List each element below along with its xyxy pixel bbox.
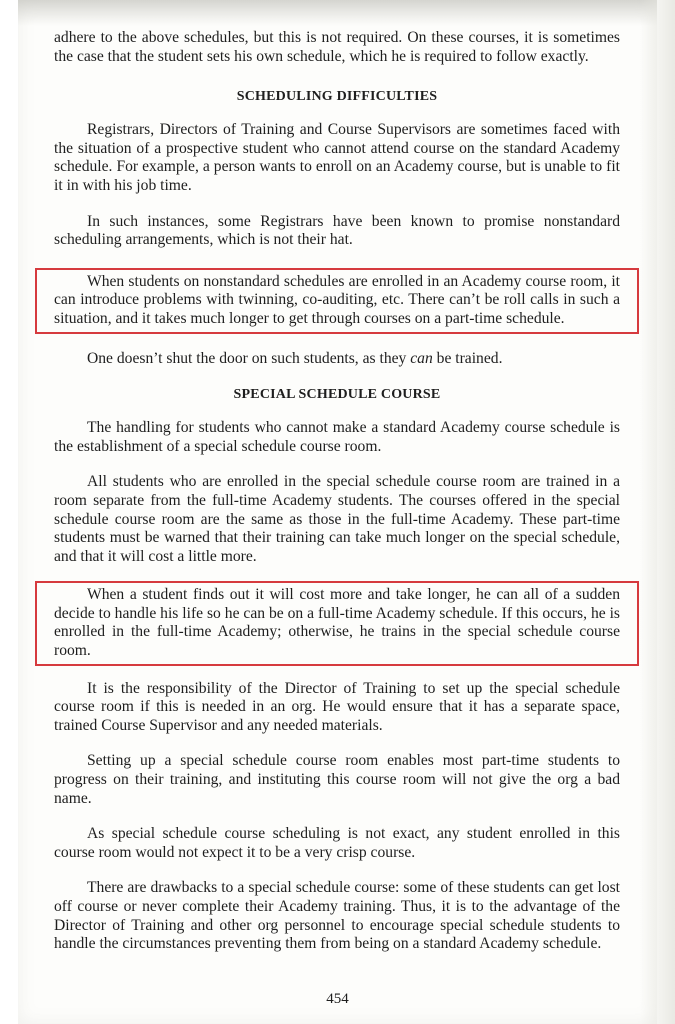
heading-special-schedule-course: SPECIAL SCHEDULE COURSE bbox=[233, 387, 441, 403]
paragraph-handling: The handling for students who cannot make a standard Academy course schedule is the establishment of a special schedule course room. bbox=[54, 419, 620, 455]
paragraph-cost-more: When a student finds out it will cost more and take longer, he can all of a sudden decide to handle his life so he can be on a full-time Academy schedule. If this occurs, he is enrolled in the full-time Academy; otherwise, he trains in the special schedule course room. bbox=[37, 583, 637, 663]
paragraph-separate-room: All students who are enrolled in the special schedule course room are trained in a room separate from the full-time Academy students. The courses offered in the special schedule course room are the same as those in the full-time Academy. These part-time students must be warned that their training can take much longer on the special schedule, and that it will cost a little more. bbox=[54, 473, 620, 565]
emphasis-can: can bbox=[410, 349, 433, 367]
page-text bbox=[54, 29, 620, 954]
page-right-edge bbox=[640, 0, 675, 1024]
highlight-box-1 bbox=[54, 270, 620, 332]
paragraph-nonstandard-promises: In such instances, some Registrars have been known to promise nonstandard scheduling arrangements, which is not their hat. bbox=[54, 212, 620, 249]
paragraph-nonstandard-problems: When students on nonstandard schedules are enrolled in an Academy course room, it can introduce problems with twinning, co-auditing, etc. There can’t be roll calls in such a situation, and it takes much longer to get through courses on a part-time schedule. bbox=[37, 270, 637, 332]
paragraph-drawbacks: There are drawbacks to a special schedule course: some of these students can get lost off course or never complete their Academy training. Thus, it is to the advantage of the Director of Training and other org personnel to encourage special schedule students to handle the circumstances preventing them from being on a standard Academy schedule. bbox=[54, 879, 620, 953]
page-number: 454 bbox=[326, 991, 349, 1007]
highlight-box-2 bbox=[54, 583, 620, 663]
paragraph-dont-shut-door-text: One doesn’t shut the door on such students, as they bbox=[87, 349, 411, 367]
heading-scheduling-difficulties: SCHEDULING DIFFICULTIES bbox=[236, 89, 438, 105]
paragraph-registrars: Registrars, Directors of Training and Course Supervisors are sometimes faced with the situation of a prospective student who cannot attend course on the standard Academy schedule. For example, a person wants to enroll on an Academy course, but is unable to fit it in with his job time. bbox=[54, 121, 620, 194]
paragraph-continued: adhere to the above schedules, but this is not required. On these courses, it is sometimes the case that the student sets his own schedule, which he is required to follow exactly. bbox=[54, 29, 620, 65]
paragraph-director-responsibility: It is the responsibility of the Director of Training to set up the special schedule course room if this is needed in an org. He would ensure that it has a separate space, trained Course Supervisor and any needed materials. bbox=[54, 679, 620, 734]
paragraph-not-exact: As special schedule course scheduling is not exact, any student enrolled in this course room would not expect it to be a very crisp course. bbox=[54, 825, 620, 861]
paragraph-dont-shut-door bbox=[54, 350, 620, 369]
paragraph-dont-shut-door-end: be trained. bbox=[432, 349, 503, 367]
paragraph-setting-up: Setting up a special schedule course room enables most part-time students to progress on their training, and instituting this course room will not give the org a bad name. bbox=[54, 752, 620, 807]
